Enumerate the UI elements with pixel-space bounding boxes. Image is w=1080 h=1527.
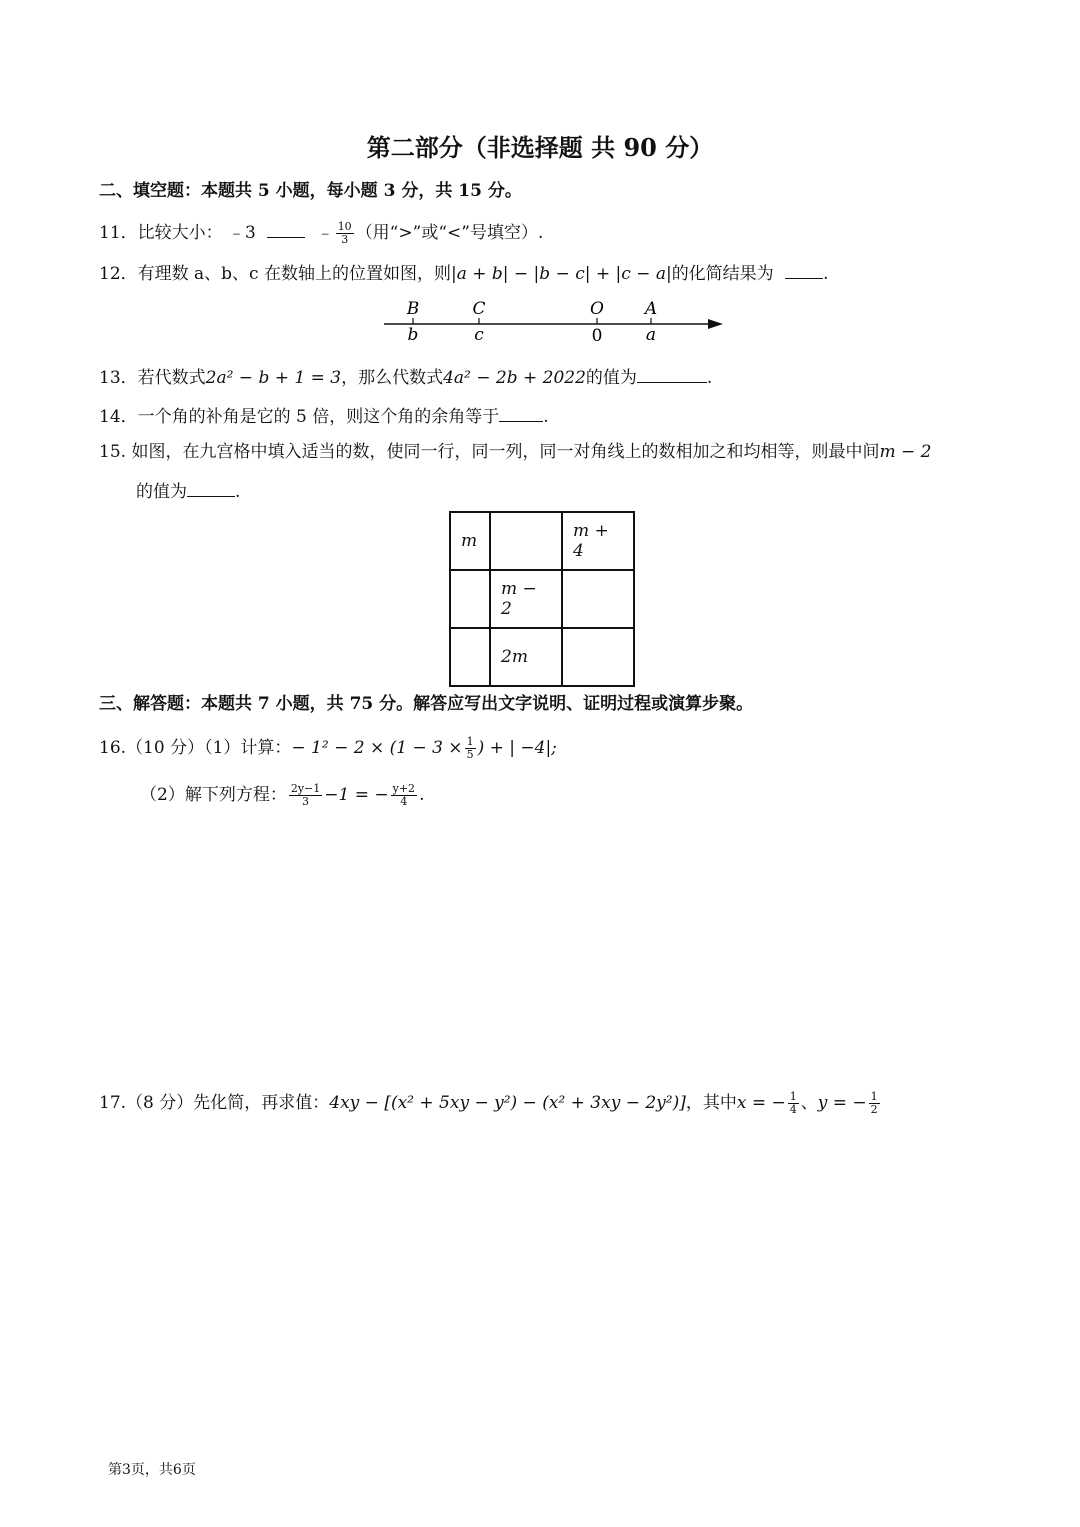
q16-part2-fraction-2: $\frac{y+2}{4}$ (392, 782, 416, 808)
section-2-heading: 二、填空题：本题共 5 小题，每小题 3 分，共 15 分。 (99, 181, 522, 201)
page-footer: 第3页，共6页 (108, 1462, 196, 1478)
q15-text: 15. 如图，在九宫格中填入适当的数，使同一行，同一列，同一对角线上的数相加之和均相等，则最中间 (99, 442, 880, 462)
q11-tail: （用“>”或“<”号填空）. (355, 223, 544, 243)
grid-row (450, 512, 634, 570)
q17-y-fraction: $\frac{1}{2}$ (870, 1090, 878, 1116)
q13-label: 13．若代数式 (99, 368, 206, 388)
q15-expression: m − 2 (879, 442, 932, 462)
magic-square-grid (449, 511, 635, 687)
q13-expression-2: 4a² − 2b + 2022 (443, 368, 586, 388)
q17-expression: 4xy − [(x² + 5xy − y²) − (x² + 3xy − 2y²)] (329, 1093, 686, 1113)
grid-cell: 2m (490, 628, 562, 686)
q16-part2-fraction-1: $\frac{2y-1}{3}$ (290, 782, 321, 808)
q11-blank (267, 219, 305, 238)
grid-cell (490, 512, 562, 570)
q17-separator: 、 (800, 1093, 818, 1113)
label-b: b (407, 325, 419, 345)
q12-label: 12．有理数 a、b、c 在数轴上的位置如图，则 (99, 264, 451, 284)
q16-part2-label: （2）解下列方程： (140, 785, 287, 805)
q11-minus: ﹣ (316, 223, 334, 243)
q17-label: 17.（8 分）先化简，再求值： (99, 1093, 330, 1113)
question-15-line-1 (99, 440, 931, 464)
q11-label: 11．比较大小： (99, 223, 223, 243)
number-line-arrow-icon (708, 319, 723, 329)
question-16-part-2 (140, 783, 424, 808)
question-14 (99, 403, 549, 429)
part-title: 第二部分（非选择题 共 90 分） (366, 133, 714, 162)
label-O: O (590, 299, 604, 319)
label-a: a (645, 325, 657, 345)
q14-end: . (543, 407, 549, 427)
grid-cell (450, 628, 490, 686)
q13-expression-1: 2a² − b + 1 = 3 (205, 368, 342, 388)
q15-tail: 的值为 (136, 482, 187, 502)
question-15-line-2 (136, 478, 240, 504)
question-11 (99, 219, 543, 246)
number-line-figure (380, 295, 730, 345)
q17-x-fraction: $\frac{1}{4}$ (789, 1090, 797, 1116)
q16-part1-label: 16.（10 分）（1）计算： (99, 738, 292, 758)
grid-cell (562, 570, 634, 628)
question-13 (99, 364, 712, 390)
q13-text: ，那么代数式 (341, 368, 444, 388)
q16-part1-expression: − 1² − 2 × (1 − 3 × (291, 738, 463, 758)
grid-cell (562, 628, 634, 686)
q12-tail: 的化简结果为 (671, 264, 774, 284)
q13-blank (637, 364, 707, 383)
q14-blank (499, 403, 543, 422)
section-3-heading: 三、解答题：本题共 7 小题，共 75 分。解答应写出文字说明、证明过程或演算步聚。 (99, 694, 754, 714)
question-12 (99, 260, 829, 286)
q12-blank (785, 260, 823, 279)
grid-cell (450, 570, 490, 628)
q15-end: . (235, 482, 241, 502)
q11-left: ﹣3 (228, 223, 256, 243)
label-C: C (472, 299, 486, 319)
grid-cell: m + 4 (562, 512, 634, 570)
q11-fraction: $\frac{10}{3}$ (337, 220, 352, 246)
q15-blank (187, 478, 235, 497)
q13-tail: 的值为 (585, 368, 637, 388)
question-16-part-1 (99, 736, 557, 761)
grid-row (450, 628, 634, 686)
q16-part1-expression-end: ) + | −4|; (477, 738, 557, 758)
q17-y-value: y = − (817, 1093, 867, 1113)
label-B: B (406, 299, 420, 319)
q12-expression: |a + b| − |b − c| + |c − a| (450, 264, 672, 284)
q16-part1-fraction: $\frac{1}{5}$ (466, 735, 474, 761)
q17-condition: ，其中 (685, 1093, 737, 1113)
label-c: c (474, 325, 484, 345)
q12-end: . (823, 264, 829, 284)
q13-end: . (706, 368, 713, 388)
q16-part2-expression: −1 = − (324, 785, 389, 805)
q17-x-value: x = − (736, 1093, 786, 1113)
label-zero: 0 (591, 326, 603, 345)
label-A: A (644, 299, 658, 319)
question-17 (99, 1091, 882, 1116)
q14-text: 14．一个角的补角是它的 5 倍，则这个角的余角等于 (99, 407, 500, 427)
grid-cell: m − 2 (490, 570, 562, 628)
grid-row (450, 570, 634, 628)
q16-part2-end: . (419, 785, 425, 805)
grid-cell: m (450, 512, 490, 570)
